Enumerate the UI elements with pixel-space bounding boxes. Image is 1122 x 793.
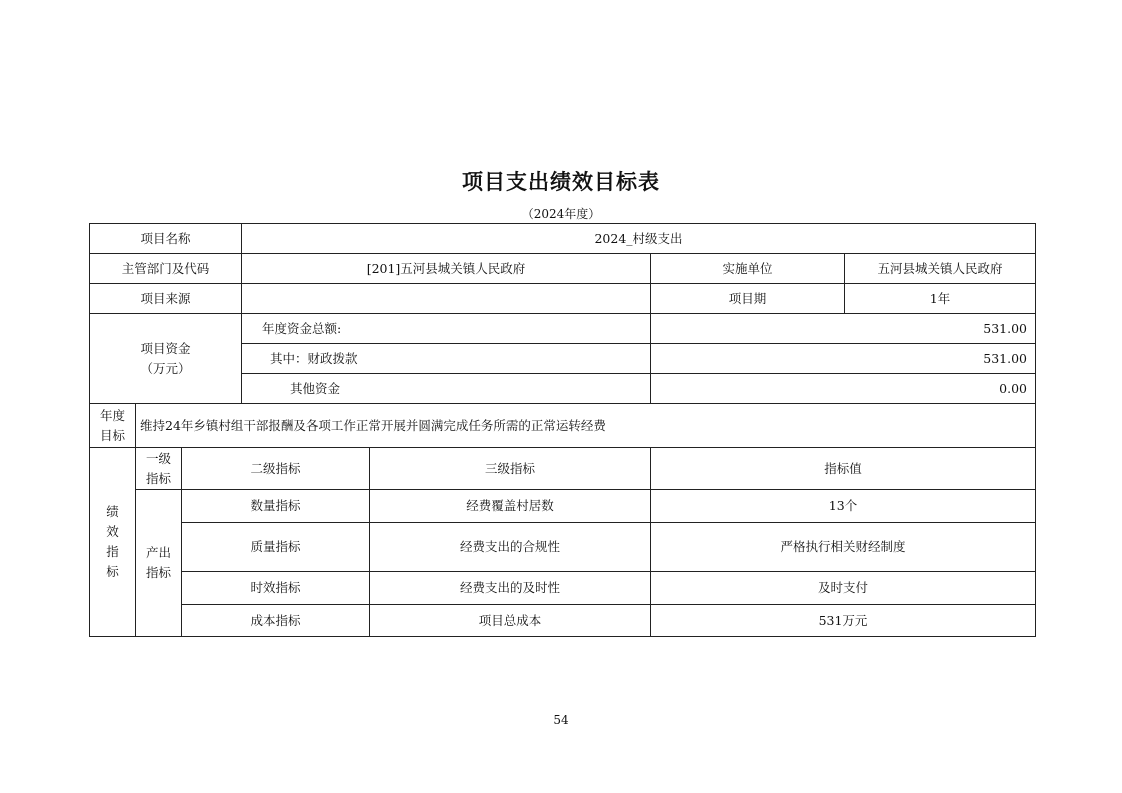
period-value: 1年: [845, 284, 1036, 314]
funds-fiscal-label: 其中：财政拨款: [242, 344, 651, 374]
project-name-value: 2024_村级支出: [242, 224, 1036, 254]
level3-cell: 经费支出的及时性: [370, 572, 651, 605]
level1-header: [136, 448, 182, 490]
department-value: [201]五河县城关镇人民政府: [242, 254, 651, 284]
level3-cell: 项目总成本: [370, 605, 651, 637]
department-label: 主管部门及代码: [90, 254, 242, 284]
level2-header: 二级指标: [182, 448, 370, 490]
row-indicator-header: [90, 448, 1036, 490]
annual-goal-label-line1: 年度: [99, 407, 125, 423]
indicator-value-cell: 531万元: [651, 605, 1036, 637]
level2-cell: 成本指标: [182, 605, 370, 637]
funds-total-label: 年度资金总额:: [242, 314, 651, 344]
indicator-group-char: 效: [106, 524, 119, 539]
table-row: [90, 572, 1036, 605]
source-value: [242, 284, 651, 314]
indicator-group-char: 指: [106, 544, 119, 559]
funds-other-value: 0.00: [651, 374, 1036, 404]
output-indicator-label: [136, 490, 182, 637]
table-row: [90, 523, 1036, 572]
row-annual-goal: [90, 404, 1036, 448]
performance-target-table: [89, 223, 1036, 637]
level1-header-line1: 一级: [145, 450, 171, 466]
indicator-value-header: 指标值: [651, 448, 1036, 490]
period-label: 项目期: [651, 284, 845, 314]
annual-goal-label: [90, 404, 136, 448]
funds-label-line2: （万元）: [140, 360, 191, 376]
source-label: 项目来源: [90, 284, 242, 314]
indicator-value-cell: 严格执行相关财经制度: [651, 523, 1036, 572]
indicator-value-cell: 13个: [651, 490, 1036, 523]
level2-cell: 质量指标: [182, 523, 370, 572]
row-funds-total: [90, 314, 1036, 344]
funds-label: [90, 314, 242, 404]
page-title: 项目支出绩效目标表: [462, 170, 660, 194]
level2-cell: 数量指标: [182, 490, 370, 523]
page-number: 54: [553, 713, 569, 727]
indicator-value-cell: 及时支付: [651, 572, 1036, 605]
level2-cell: 时效指标: [182, 572, 370, 605]
output-label-line2: 指标: [145, 565, 171, 580]
row-project-name: [90, 224, 1036, 254]
row-department: [90, 254, 1036, 284]
indicator-group-label: [90, 448, 136, 637]
implementer-label: 实施单位: [651, 254, 845, 284]
level3-cell: 经费覆盖村居数: [370, 490, 651, 523]
level1-header-line2: 指标: [145, 470, 171, 486]
funds-label-line1: 项目资金: [140, 340, 191, 356]
funds-fiscal-value: 531.00: [651, 344, 1036, 374]
annual-goal-label-line2: 目标: [99, 427, 125, 443]
implementer-value: 五河县城关镇人民政府: [845, 254, 1036, 284]
table-row: [90, 605, 1036, 637]
project-name-label: 项目名称: [90, 224, 242, 254]
annual-goal-text: 维持24年乡镇村组干部报酬及各项工作正常开展并圆满完成任务所需的正常运转经费: [136, 404, 1036, 448]
output-label-line1: 产出: [145, 545, 171, 560]
indicator-group-char: 标: [106, 564, 119, 579]
row-source: [90, 284, 1036, 314]
table-row: [90, 490, 1036, 523]
indicator-group-char: 绩: [106, 504, 119, 519]
year-label: （2024年度）: [521, 207, 601, 221]
funds-other-label: 其他资金: [242, 374, 651, 404]
level3-header: 三级指标: [370, 448, 651, 490]
level3-cell: 经费支出的合规性: [370, 523, 651, 572]
funds-total-value: 531.00: [651, 314, 1036, 344]
